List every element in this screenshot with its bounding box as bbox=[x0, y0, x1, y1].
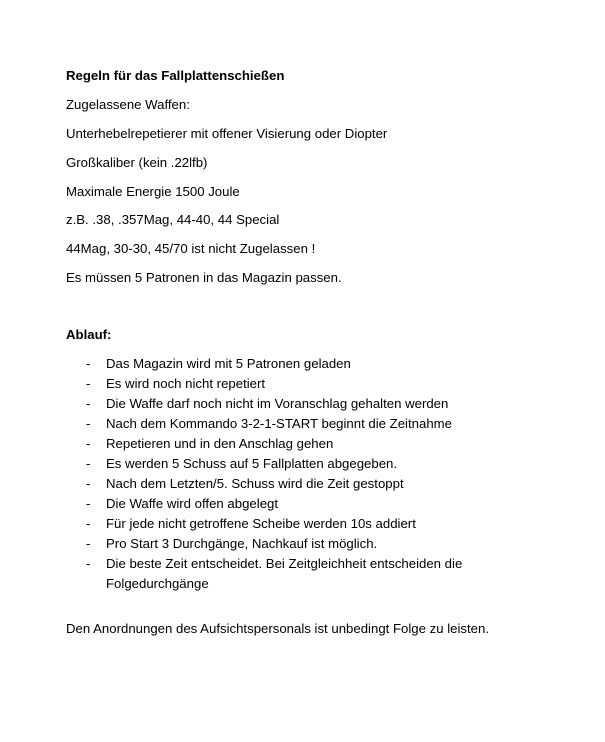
list-item-text: Es werden 5 Schuss auf 5 Fallplatten abgegeben. bbox=[106, 456, 398, 471]
weapon-line-2: Großkaliber (kein .22lfb) bbox=[66, 155, 208, 170]
bullet-dash: - bbox=[86, 436, 91, 451]
list-item bbox=[66, 374, 536, 394]
list-item bbox=[66, 354, 536, 374]
list-item-text: Das Magazin wird mit 5 Patronen geladen bbox=[106, 356, 351, 371]
weapon-line-1: Unterhebelrepetierer mit offener Visierung oder Diopter bbox=[66, 126, 388, 141]
list-item bbox=[66, 434, 536, 454]
list-item-text: Die Waffe wird offen abgelegt bbox=[106, 496, 279, 511]
bullet-dash: - bbox=[86, 456, 91, 471]
list-item bbox=[66, 534, 536, 554]
procedure-heading: Ablauf: bbox=[66, 327, 112, 342]
list-item-text: Für jede nicht getroffene Scheibe werden 10s addiert bbox=[106, 516, 416, 531]
weapons-heading: Zugelassene Waffen: bbox=[66, 97, 190, 112]
list-item-text: Pro Start 3 Durchgänge, Nachkauf ist möglich. bbox=[106, 536, 378, 551]
list-item bbox=[66, 414, 536, 434]
weapon-line-6: Es müssen 5 Patronen in das Magazin passen. bbox=[66, 270, 342, 285]
document-title: Regeln für das Fallplattenschießen bbox=[66, 68, 285, 83]
bullet-dash: - bbox=[86, 476, 91, 491]
weapon-line-5: 44Mag, 30-30, 45/70 ist nicht Zugelassen ! bbox=[66, 241, 316, 256]
list-item bbox=[66, 494, 536, 514]
bullet-dash: - bbox=[86, 516, 91, 531]
list-item-text: Die Waffe darf noch nicht im Voranschlag gehalten werden bbox=[106, 396, 449, 411]
list-item bbox=[66, 394, 536, 414]
bullet-dash: - bbox=[86, 536, 91, 551]
list-item-text: Nach dem Letzten/5. Schuss wird die Zeit gestoppt bbox=[106, 476, 404, 491]
bullet-dash: - bbox=[86, 376, 91, 391]
list-item-text: Die beste Zeit entscheidet. Bei Zeitgleichheit entscheiden die Folgedurchgänge bbox=[106, 556, 463, 591]
list-item bbox=[66, 454, 536, 474]
list-item-text: Repetieren und in den Anschlag gehen bbox=[106, 436, 334, 451]
bullet-dash: - bbox=[86, 396, 91, 411]
list-item bbox=[66, 514, 536, 534]
bullet-dash: - bbox=[86, 416, 91, 431]
bullet-dash: - bbox=[86, 356, 91, 371]
closing-note: Den Anordnungen des Aufsichtspersonals ist unbedingt Folge zu leisten. bbox=[66, 621, 490, 636]
list-item bbox=[66, 554, 536, 594]
bullet-dash: - bbox=[86, 556, 91, 571]
procedure-list bbox=[66, 354, 536, 594]
bullet-dash: - bbox=[86, 496, 91, 511]
weapon-line-3: Maximale Energie 1500 Joule bbox=[66, 184, 240, 199]
list-item bbox=[66, 474, 536, 494]
weapon-line-4: z.B. .38, .357Mag, 44-40, 44 Special bbox=[66, 212, 280, 227]
list-item-text: Nach dem Kommando 3-2-1-START beginnt die Zeitnahme bbox=[106, 416, 452, 431]
list-item-text: Es wird noch nicht repetiert bbox=[106, 376, 266, 391]
